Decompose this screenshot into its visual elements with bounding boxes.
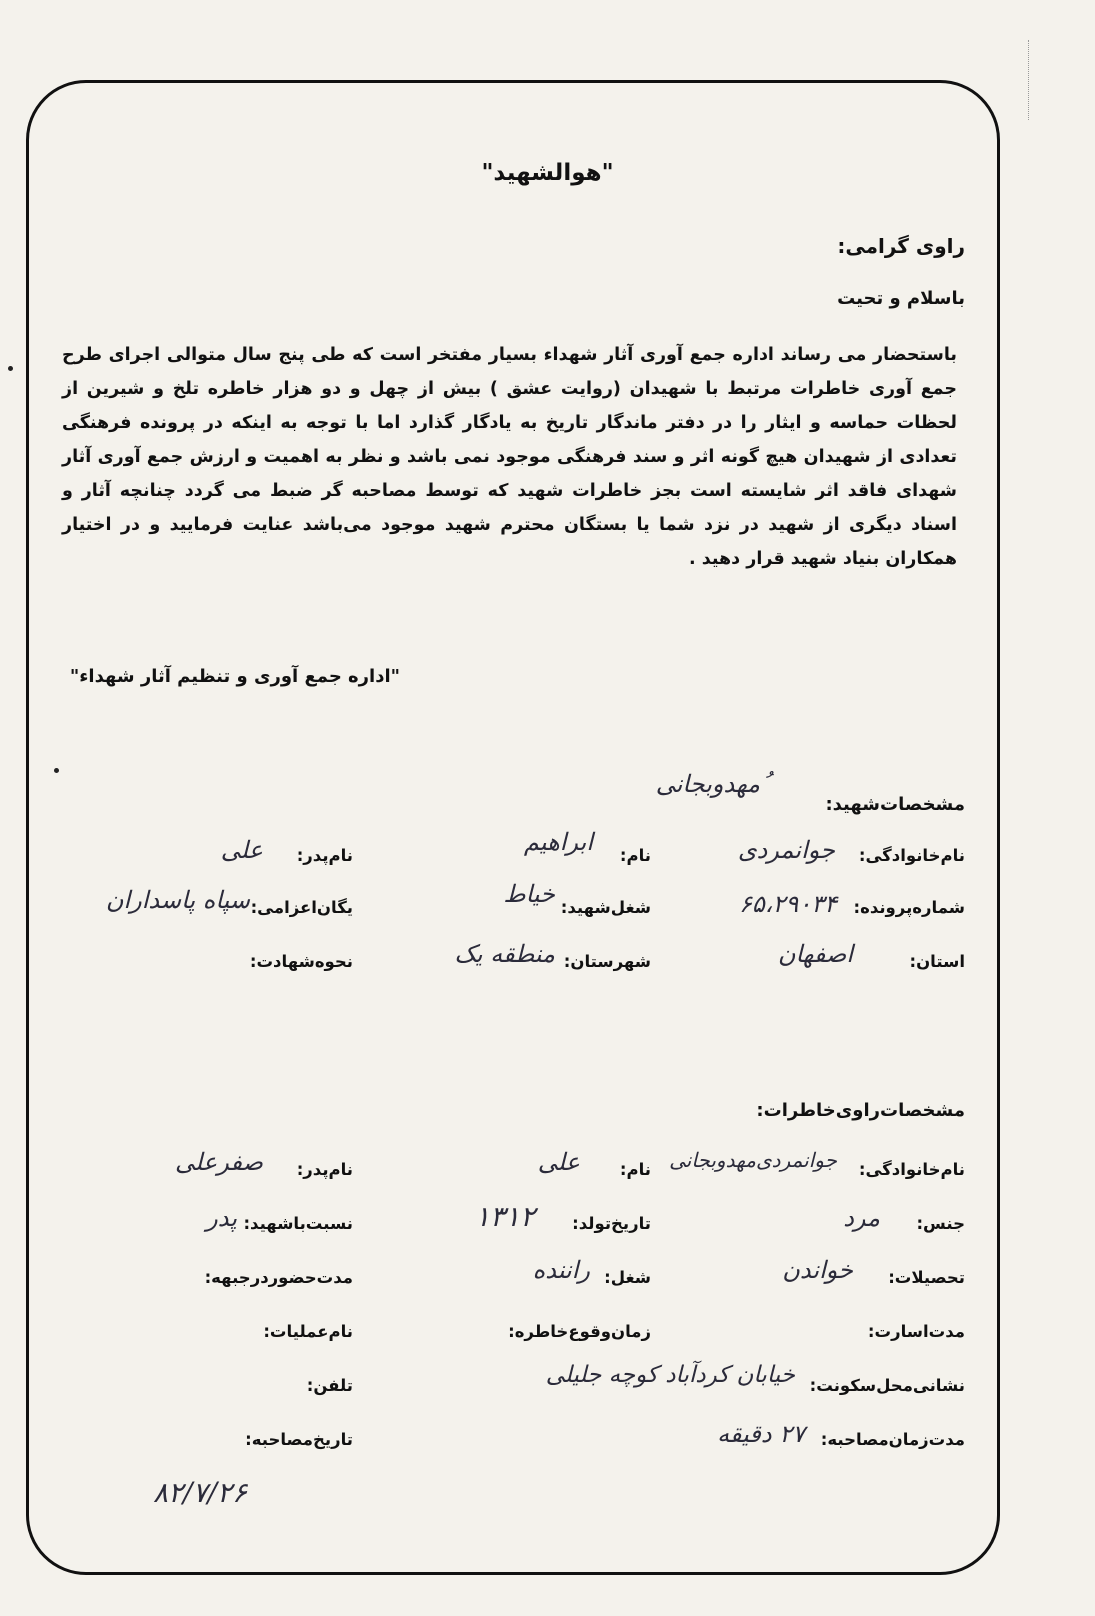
narrator-captivity-label: مدت‌اسارت:: [867, 1322, 965, 1341]
narrator-gender-value: مرد: [843, 1204, 880, 1232]
narrator-front-duration-label: مدت‌حضوردرجبهه:: [204, 1268, 353, 1287]
martyr-heading-handwriting: ُمهدوبجانی: [655, 770, 760, 798]
martyr-name-value: ابراهیم: [523, 828, 593, 856]
martyr-file-number-label: شماره‌پرونده:: [853, 898, 965, 917]
body-paragraph: باستحضار می رساند اداره جمع آوری آثار شهداء بسیار مفتخر است که طی پنج سال متوالی اجرای طرح جمع آوری خاطرات مرتبط با شهیدان (روایت عشق ) بیش از چهل و دو هزار خاطره تلخ و شیرین از لحظات حماسه و ایثار را در دفتر ماندگار تاریخ به یادگار گذارد اما با توجه به اینکه در پرونده فرهنگی تعدادی از شهیدان هیچ گونه اثر و سند فرهنگی موجود نمی باشد و نظر به اهمیت و ارزش جمع آوری آثار شهدای فاقد اثر شایسته است بجز خاطرات شهید که توسط مصاحبه گر ضبط می گردد چنانچه آثار و اسناد دیگری از شهید در نزد شما یا بستگان محترم شهید موجود می‌باشد عنایت فرمایید و در اختیار همکاران بنیاد شهید قرار دهید .: [62, 345, 957, 569]
martyr-file-number-value: ۶۵،۲۹۰۳۴: [739, 890, 837, 918]
martyr-manner-label: نحوه‌شهادت:: [249, 952, 353, 971]
martyr-family-value: جوانمردی: [737, 836, 835, 864]
salutation: باسلام و تحیت: [837, 288, 965, 309]
narrator-address-value: خیابان کردآباد کوچه جلیلی: [545, 1362, 795, 1388]
narrator-family-value: جوانمردی‌مهدوبجانی: [669, 1148, 837, 1172]
martyr-province-label: استان:: [909, 952, 965, 971]
narrator-occupation-value: راننده: [532, 1256, 590, 1284]
martyr-father-label: نام‌پدر:: [296, 846, 353, 865]
scan-mark: [1028, 40, 1029, 120]
narrator-father-value: صفرعلی: [174, 1148, 263, 1176]
narrator-phone-label: تلفن:: [306, 1376, 353, 1395]
narrator-father-label: نام‌پدر:: [296, 1160, 353, 1179]
narrator-family-label: نام‌خانوادگی:: [858, 1160, 965, 1179]
narrator-operation-label: نام‌عملیات:: [263, 1322, 353, 1341]
narrator-relation-label: نسبت‌باشهید:: [243, 1214, 353, 1233]
narrator-interview-date-label: تاریخ‌مصاحبه:: [245, 1430, 353, 1449]
martyr-family-label: نام‌خانوادگی:: [858, 846, 965, 865]
martyr-city-label: شهرستان:: [563, 952, 651, 971]
narrator-occupation-label: شغل:: [604, 1268, 651, 1287]
martyr-unit-value: سپاه پاسداران: [105, 886, 250, 914]
narrator-name-value: علی: [537, 1148, 580, 1176]
narrator-gender-label: جنس:: [916, 1214, 965, 1233]
signature: "اداره جمع آوری و تنظیم آثار شهداء": [69, 666, 400, 687]
narrator-education-label: تحصیلات:: [888, 1268, 965, 1287]
narrator-duration-value: ۲۷ دقیقه: [717, 1420, 805, 1448]
scan-dot: [8, 366, 13, 371]
narrator-birth-label: تاریخ‌تولد:: [572, 1214, 651, 1233]
martyr-job-value: خیاط: [503, 880, 555, 908]
scan-dot: [54, 768, 59, 773]
narrator-event-time-label: زمان‌وقوع‌خاطره:: [508, 1322, 651, 1341]
narrator-address-label: نشانی‌محل‌سکونت:: [809, 1376, 965, 1395]
martyr-unit-label: یگان‌اعزامی:: [250, 898, 353, 917]
document-title: "هوالشهید": [481, 160, 614, 186]
narrator-relation-value: پدر: [206, 1204, 237, 1232]
greeting: راوی گرامی:: [837, 234, 965, 258]
martyr-father-value: علی: [220, 836, 263, 864]
narrator-section-heading: مشخصات‌راوی‌خاطرات:: [756, 1100, 965, 1121]
narrator-name-label: نام:: [619, 1160, 651, 1179]
narrator-interview-date-value: ۸۲/۷/۲۶: [152, 1476, 247, 1509]
narrator-birth-value: ۱۳۱۲: [474, 1200, 535, 1233]
martyr-city-value: منطقه یک: [454, 940, 555, 968]
martyr-section-heading: مشخصات‌شهید:: [825, 794, 965, 815]
narrator-duration-label: مدت‌زمان‌مصاحبه:: [820, 1430, 965, 1449]
martyr-province-value: اصفهان: [777, 940, 853, 968]
narrator-education-value: خواندن: [782, 1256, 853, 1284]
martyr-job-label: شغل‌شهید:: [560, 898, 651, 917]
martyr-name-label: نام:: [619, 846, 651, 865]
